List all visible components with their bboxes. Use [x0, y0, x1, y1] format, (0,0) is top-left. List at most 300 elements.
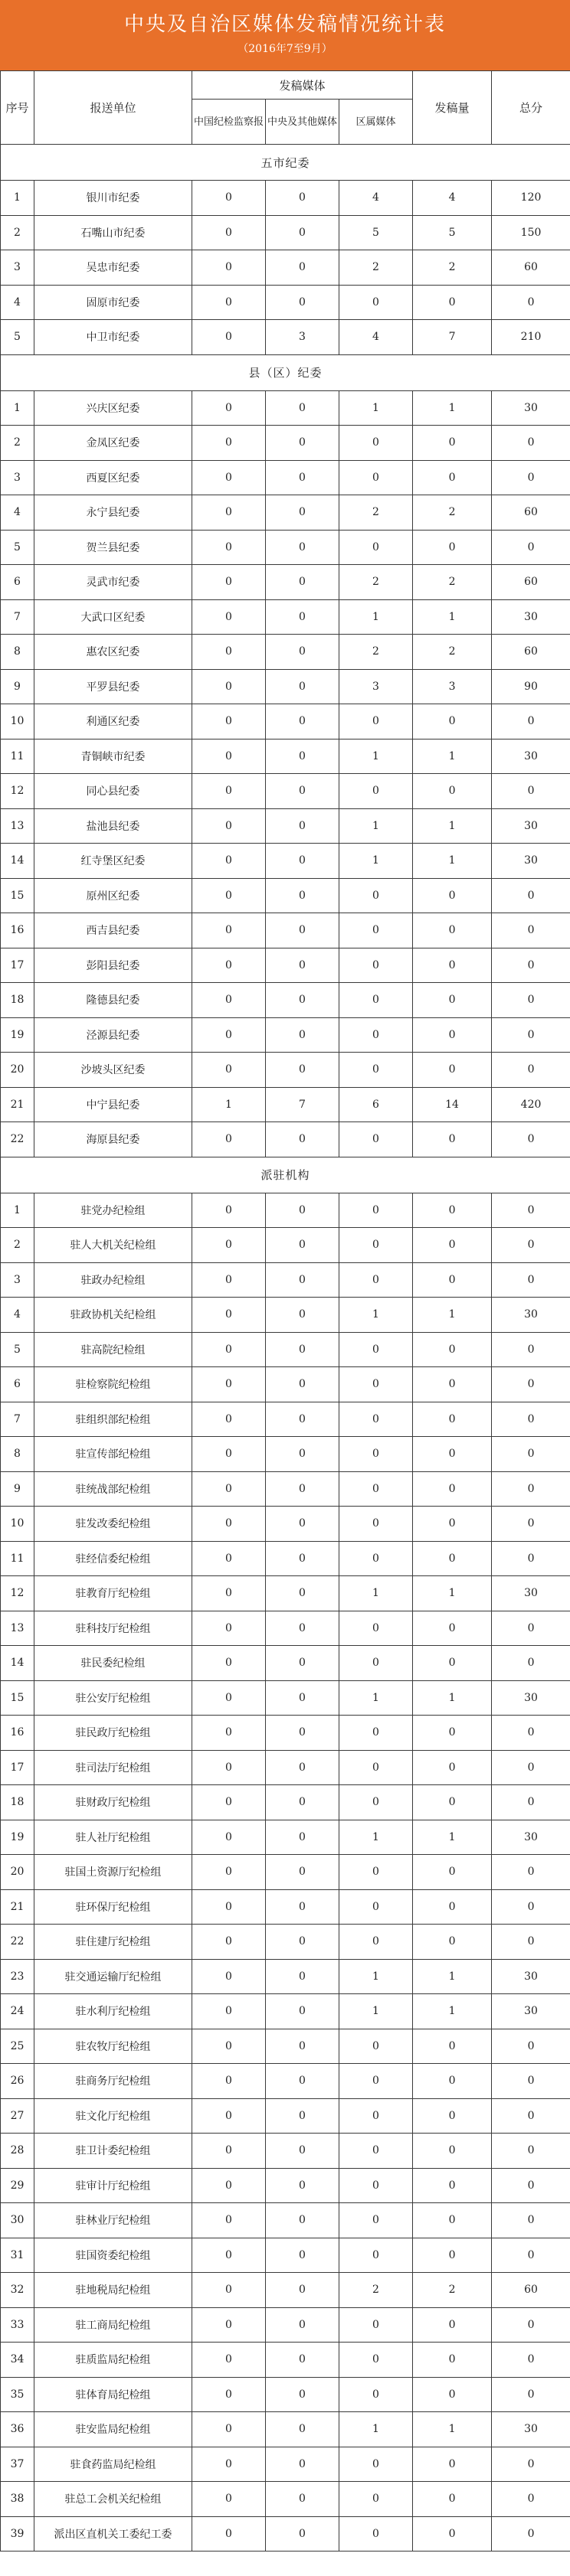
- col-header-seq: 序号: [1, 71, 34, 145]
- table-row: [1, 739, 570, 774]
- cell-media2: 0: [266, 1402, 339, 1437]
- cell-media2: 0: [266, 1298, 339, 1333]
- cell-media3: 1: [339, 2412, 413, 2447]
- cell-seq: 9: [1, 669, 34, 704]
- cell-media1: 0: [192, 1925, 266, 1960]
- cell-seq: 3: [1, 250, 34, 286]
- cell-seq: 31: [1, 2238, 34, 2273]
- cell-unit: 驻林业厅纪检组: [34, 2203, 192, 2238]
- cell-count: 2: [413, 565, 492, 600]
- cell-unit: 驻环保厅纪检组: [34, 1889, 192, 1925]
- cell-count: 0: [413, 426, 492, 461]
- cell-seq: 33: [1, 2307, 34, 2343]
- cell-count: 2: [413, 2273, 492, 2308]
- cell-media3: 0: [339, 1611, 413, 1646]
- table-row: [1, 250, 570, 286]
- cell-unit: 彭阳县纪委: [34, 948, 192, 983]
- cell-score: 60: [492, 495, 570, 531]
- cell-media3: 0: [339, 1925, 413, 1960]
- section-title: 五市纪委: [1, 145, 570, 181]
- table-row: [1, 844, 570, 879]
- cell-unit: 红寺堡区纪委: [34, 844, 192, 879]
- cell-count: 0: [413, 2482, 492, 2517]
- cell-unit: 驻高院纪检组: [34, 1332, 192, 1367]
- cell-media2: 0: [266, 808, 339, 844]
- cell-media2: 0: [266, 2168, 339, 2203]
- cell-seq: 7: [1, 1402, 34, 1437]
- cell-count: 0: [413, 1053, 492, 1088]
- cell-unit: 驻卫计委纪检组: [34, 2134, 192, 2169]
- cell-media2: 0: [266, 1959, 339, 1994]
- cell-media3: 0: [339, 426, 413, 461]
- cell-count: 0: [413, 1228, 492, 1263]
- cell-unit: 兴庆区纪委: [34, 390, 192, 426]
- cell-unit: 灵武市纪委: [34, 565, 192, 600]
- cell-count: 0: [413, 1367, 492, 1402]
- cell-media1: 0: [192, 1053, 266, 1088]
- cell-media1: 0: [192, 774, 266, 809]
- cell-unit: 中宁县纪委: [34, 1087, 192, 1122]
- cell-count: 1: [413, 808, 492, 844]
- cell-media1: 0: [192, 495, 266, 531]
- cell-count: 0: [413, 2168, 492, 2203]
- cell-media2: 0: [266, 2134, 339, 2169]
- cell-media1: 0: [192, 2516, 266, 2552]
- cell-seq: 16: [1, 1716, 34, 1751]
- cell-media2: 0: [266, 1750, 339, 1785]
- cell-media1: 0: [192, 1541, 266, 1576]
- cell-media3: 0: [339, 530, 413, 565]
- cell-seq: 23: [1, 1959, 34, 1994]
- table-row: [1, 2412, 570, 2447]
- cell-media3: 0: [339, 1193, 413, 1228]
- cell-media2: 0: [266, 1611, 339, 1646]
- cell-unit: 平罗县纪委: [34, 669, 192, 704]
- cell-unit: 金凤区纪委: [34, 426, 192, 461]
- cell-seq: 7: [1, 599, 34, 635]
- cell-seq: 11: [1, 1541, 34, 1576]
- cell-media2: 0: [266, 1367, 339, 1402]
- cell-media2: 0: [266, 1193, 339, 1228]
- table-row: [1, 2447, 570, 2482]
- cell-unit: 驻经信委纪检组: [34, 1541, 192, 1576]
- cell-media1: 0: [192, 1228, 266, 1263]
- cell-media2: 0: [266, 983, 339, 1018]
- cell-score: 0: [492, 285, 570, 320]
- cell-count: 0: [413, 2134, 492, 2169]
- cell-count: 0: [413, 2238, 492, 2273]
- cell-media3: 6: [339, 1087, 413, 1122]
- cell-seq: 5: [1, 530, 34, 565]
- cell-media1: 0: [192, 635, 266, 670]
- cell-count: 0: [413, 704, 492, 739]
- cell-media3: 2: [339, 495, 413, 531]
- cell-unit: 驻司法厅纪检组: [34, 1750, 192, 1785]
- cell-media3: 0: [339, 2307, 413, 2343]
- cell-count: 2: [413, 250, 492, 286]
- col-header-unit: 报送单位: [34, 71, 192, 145]
- table-row: [1, 1367, 570, 1402]
- cell-media1: 0: [192, 1437, 266, 1472]
- cell-score: 0: [492, 774, 570, 809]
- cell-media2: 0: [266, 739, 339, 774]
- cell-count: 1: [413, 390, 492, 426]
- cell-media3: 0: [339, 285, 413, 320]
- cell-media1: 0: [192, 1820, 266, 1855]
- cell-media1: 0: [192, 913, 266, 948]
- cell-media2: 0: [266, 1820, 339, 1855]
- cell-media1: 0: [192, 250, 266, 286]
- cell-score: 60: [492, 635, 570, 670]
- cell-score: 0: [492, 704, 570, 739]
- cell-seq: 24: [1, 1994, 34, 2029]
- table-row: [1, 1507, 570, 1542]
- cell-score: 0: [492, 1855, 570, 1890]
- cell-count: 4: [413, 181, 492, 216]
- cell-seq: 11: [1, 739, 34, 774]
- cell-score: 210: [492, 320, 570, 355]
- table-row: [1, 1053, 570, 1088]
- table-row: [1, 2098, 570, 2134]
- cell-count: 0: [413, 1193, 492, 1228]
- cell-media2: 0: [266, 426, 339, 461]
- cell-seq: 15: [1, 1680, 34, 1716]
- cell-count: 0: [413, 983, 492, 1018]
- col-header-score: 总分: [492, 71, 570, 145]
- cell-media1: 0: [192, 1402, 266, 1437]
- cell-media1: 0: [192, 808, 266, 844]
- page-header: [0, 0, 570, 70]
- cell-media3: 1: [339, 739, 413, 774]
- cell-score: 0: [492, 878, 570, 913]
- cell-count: 0: [413, 1507, 492, 1542]
- cell-media2: 0: [266, 1262, 339, 1298]
- cell-count: 7: [413, 320, 492, 355]
- cell-media3: 1: [339, 1959, 413, 1994]
- cell-media3: 0: [339, 2482, 413, 2517]
- cell-count: 0: [413, 913, 492, 948]
- cell-score: 0: [492, 2098, 570, 2134]
- cell-score: 0: [492, 1053, 570, 1088]
- cell-count: 0: [413, 2516, 492, 2552]
- cell-unit: 驻交通运输厅纪检组: [34, 1959, 192, 1994]
- table-row: [1, 285, 570, 320]
- cell-seq: 8: [1, 1437, 34, 1472]
- table-row: [1, 2029, 570, 2064]
- cell-seq: 20: [1, 1855, 34, 1890]
- table-body: [1, 145, 570, 2552]
- cell-media1: 0: [192, 1017, 266, 1053]
- cell-media1: 0: [192, 599, 266, 635]
- cell-count: 0: [413, 2377, 492, 2412]
- cell-media1: 0: [192, 1298, 266, 1333]
- cell-score: 90: [492, 669, 570, 704]
- cell-unit: 驻统战部纪检组: [34, 1471, 192, 1507]
- cell-score: 0: [492, 1889, 570, 1925]
- cell-media2: 0: [266, 1889, 339, 1925]
- cell-media3: 1: [339, 1820, 413, 1855]
- cell-count: 5: [413, 215, 492, 250]
- col-header-media-group: 发稿媒体: [192, 71, 413, 100]
- cell-score: 0: [492, 2307, 570, 2343]
- cell-unit: 沙坡头区纪委: [34, 1053, 192, 1088]
- cell-media1: 0: [192, 181, 266, 216]
- cell-count: 0: [413, 2447, 492, 2482]
- table-row: [1, 1889, 570, 1925]
- table-row: [1, 948, 570, 983]
- cell-seq: 17: [1, 948, 34, 983]
- cell-score: 0: [492, 948, 570, 983]
- cell-score: 30: [492, 599, 570, 635]
- cell-media1: 0: [192, 2029, 266, 2064]
- cell-media3: 0: [339, 1855, 413, 1890]
- cell-unit: 驻总工会机关纪检组: [34, 2482, 192, 2517]
- table-row: [1, 1750, 570, 1785]
- cell-media2: 0: [266, 285, 339, 320]
- cell-media1: 0: [192, 878, 266, 913]
- cell-unit: 驻发改委纪检组: [34, 1507, 192, 1542]
- cell-media3: 0: [339, 1750, 413, 1785]
- cell-media1: 0: [192, 1262, 266, 1298]
- cell-media1: 0: [192, 704, 266, 739]
- cell-media3: 1: [339, 1576, 413, 1611]
- cell-unit: 驻农牧厅纪检组: [34, 2029, 192, 2064]
- cell-score: 120: [492, 181, 570, 216]
- cell-seq: 37: [1, 2447, 34, 2482]
- cell-count: 1: [413, 1820, 492, 1855]
- cell-seq: 17: [1, 1750, 34, 1785]
- cell-seq: 2: [1, 215, 34, 250]
- cell-media2: 0: [266, 1855, 339, 1890]
- table-row: [1, 1785, 570, 1820]
- cell-seq: 22: [1, 1122, 34, 1157]
- cell-media2: 0: [266, 669, 339, 704]
- cell-media3: 0: [339, 1889, 413, 1925]
- cell-unit: 驻政办纪检组: [34, 1262, 192, 1298]
- cell-media1: 0: [192, 948, 266, 983]
- cell-media3: 0: [339, 1541, 413, 1576]
- table-row: [1, 1611, 570, 1646]
- cell-media2: 0: [266, 2447, 339, 2482]
- cell-media2: 0: [266, 390, 339, 426]
- cell-media1: 0: [192, 1576, 266, 1611]
- cell-score: 0: [492, 1925, 570, 1960]
- col-header-count: 发稿量: [413, 71, 492, 145]
- cell-unit: 驻体育局纪检组: [34, 2377, 192, 2412]
- cell-media2: 7: [266, 1087, 339, 1122]
- cell-count: 0: [413, 1925, 492, 1960]
- cell-seq: 2: [1, 426, 34, 461]
- cell-media2: 0: [266, 2238, 339, 2273]
- cell-score: 0: [492, 2134, 570, 2169]
- table-row: [1, 704, 570, 739]
- cell-media2: 0: [266, 2516, 339, 2552]
- cell-seq: 19: [1, 1820, 34, 1855]
- cell-media3: 0: [339, 2238, 413, 2273]
- cell-media3: 0: [339, 2134, 413, 2169]
- cell-count: 0: [413, 948, 492, 983]
- cell-media1: 1: [192, 1087, 266, 1122]
- cell-media1: 0: [192, 1332, 266, 1367]
- cell-unit: 固原市纪委: [34, 285, 192, 320]
- cell-media1: 0: [192, 1994, 266, 2029]
- cell-count: 1: [413, 599, 492, 635]
- cell-unit: 派出区直机关工委纪工委: [34, 2516, 192, 2552]
- table-row: [1, 2516, 570, 2552]
- cell-score: 0: [492, 1437, 570, 1472]
- table-row: [1, 1994, 570, 2029]
- cell-seq: 8: [1, 635, 34, 670]
- cell-unit: 隆德县纪委: [34, 983, 192, 1018]
- table-row: [1, 1680, 570, 1716]
- cell-score: 30: [492, 1820, 570, 1855]
- cell-seq: 27: [1, 2098, 34, 2134]
- cell-media1: 0: [192, 2134, 266, 2169]
- cell-unit: 贺兰县纪委: [34, 530, 192, 565]
- cell-unit: 盐池县纪委: [34, 808, 192, 844]
- cell-seq: 30: [1, 2203, 34, 2238]
- cell-media2: 0: [266, 2412, 339, 2447]
- cell-media3: 0: [339, 1367, 413, 1402]
- cell-seq: 12: [1, 1576, 34, 1611]
- cell-media3: 3: [339, 669, 413, 704]
- cell-seq: 20: [1, 1053, 34, 1088]
- cell-unit: 同心县纪委: [34, 774, 192, 809]
- cell-unit: 西夏区纪委: [34, 460, 192, 495]
- cell-seq: 5: [1, 1332, 34, 1367]
- cell-media1: 0: [192, 1471, 266, 1507]
- cell-media2: 0: [266, 2482, 339, 2517]
- cell-media2: 0: [266, 2098, 339, 2134]
- cell-count: 0: [413, 2098, 492, 2134]
- cell-count: 0: [413, 1855, 492, 1890]
- cell-media3: 0: [339, 2203, 413, 2238]
- cell-media3: 1: [339, 808, 413, 844]
- cell-unit: 驻组织部纪检组: [34, 1402, 192, 1437]
- cell-media1: 0: [192, 2412, 266, 2447]
- cell-score: 0: [492, 2377, 570, 2412]
- cell-media2: 0: [266, 599, 339, 635]
- section-row: [1, 145, 570, 181]
- cell-media3: 0: [339, 1507, 413, 1542]
- cell-unit: 惠农区纪委: [34, 635, 192, 670]
- cell-seq: 2: [1, 1228, 34, 1263]
- cell-unit: 驻水利厅纪检组: [34, 1994, 192, 2029]
- cell-unit: 驻政协机关纪检组: [34, 1298, 192, 1333]
- table-row: [1, 669, 570, 704]
- table-row: [1, 460, 570, 495]
- cell-score: 0: [492, 1332, 570, 1367]
- cell-score: 0: [492, 1541, 570, 1576]
- cell-count: 0: [413, 1471, 492, 1507]
- cell-score: 0: [492, 1402, 570, 1437]
- cell-media3: 0: [339, 2168, 413, 2203]
- cell-score: 0: [492, 1785, 570, 1820]
- cell-media1: 0: [192, 1507, 266, 1542]
- cell-unit: 海原县纪委: [34, 1122, 192, 1157]
- table-row: [1, 2273, 570, 2308]
- cell-seq: 16: [1, 913, 34, 948]
- cell-media1: 0: [192, 2098, 266, 2134]
- table-row: [1, 1087, 570, 1122]
- cell-unit: 中卫市纪委: [34, 320, 192, 355]
- cell-media1: 0: [192, 2203, 266, 2238]
- cell-count: 1: [413, 1680, 492, 1716]
- cell-media1: 0: [192, 2168, 266, 2203]
- cell-count: 0: [413, 1437, 492, 1472]
- cell-media1: 0: [192, 1122, 266, 1157]
- cell-count: 0: [413, 1611, 492, 1646]
- cell-media1: 0: [192, 460, 266, 495]
- cell-count: 1: [413, 2412, 492, 2447]
- cell-seq: 5: [1, 320, 34, 355]
- cell-score: 30: [492, 1959, 570, 1994]
- cell-media3: 0: [339, 1332, 413, 1367]
- cell-count: 0: [413, 1402, 492, 1437]
- cell-media3: 0: [339, 1437, 413, 1472]
- cell-media3: 4: [339, 181, 413, 216]
- cell-media2: 0: [266, 1785, 339, 1820]
- cell-media2: 0: [266, 844, 339, 879]
- cell-media2: 0: [266, 1576, 339, 1611]
- cell-score: 60: [492, 2273, 570, 2308]
- cell-media2: 0: [266, 2029, 339, 2064]
- cell-score: 0: [492, 460, 570, 495]
- cell-unit: 银川市纪委: [34, 181, 192, 216]
- cell-count: 0: [413, 1646, 492, 1681]
- cell-media1: 0: [192, 1680, 266, 1716]
- cell-media1: 0: [192, 2343, 266, 2378]
- cell-media1: 0: [192, 1193, 266, 1228]
- table-row: [1, 1541, 570, 1576]
- cell-count: 0: [413, 1750, 492, 1785]
- cell-media1: 0: [192, 844, 266, 879]
- cell-score: 0: [492, 2482, 570, 2517]
- cell-score: 0: [492, 1122, 570, 1157]
- cell-media1: 0: [192, 2064, 266, 2099]
- cell-score: 0: [492, 2447, 570, 2482]
- cell-media2: 0: [266, 1541, 339, 1576]
- cell-seq: 14: [1, 844, 34, 879]
- table-row: [1, 1402, 570, 1437]
- table-row: [1, 1122, 570, 1157]
- cell-unit: 驻检察院纪检组: [34, 1367, 192, 1402]
- cell-media1: 0: [192, 530, 266, 565]
- cell-media1: 0: [192, 2482, 266, 2517]
- table-row: [1, 1471, 570, 1507]
- cell-media2: 0: [266, 250, 339, 286]
- cell-unit: 大武口区纪委: [34, 599, 192, 635]
- cell-media2: 0: [266, 1925, 339, 1960]
- cell-media1: 0: [192, 320, 266, 355]
- cell-media2: 0: [266, 2307, 339, 2343]
- cell-media3: 0: [339, 948, 413, 983]
- cell-media1: 0: [192, 1716, 266, 1751]
- cell-score: 30: [492, 390, 570, 426]
- cell-score: 0: [492, 1367, 570, 1402]
- cell-score: 0: [492, 2516, 570, 2552]
- cell-seq: 34: [1, 2343, 34, 2378]
- cell-count: 0: [413, 285, 492, 320]
- cell-media1: 0: [192, 2307, 266, 2343]
- cell-media2: 0: [266, 913, 339, 948]
- cell-count: 0: [413, 878, 492, 913]
- cell-media3: 2: [339, 565, 413, 600]
- table-row: [1, 774, 570, 809]
- table-row: [1, 808, 570, 844]
- cell-media1: 0: [192, 390, 266, 426]
- table-row: [1, 1855, 570, 1890]
